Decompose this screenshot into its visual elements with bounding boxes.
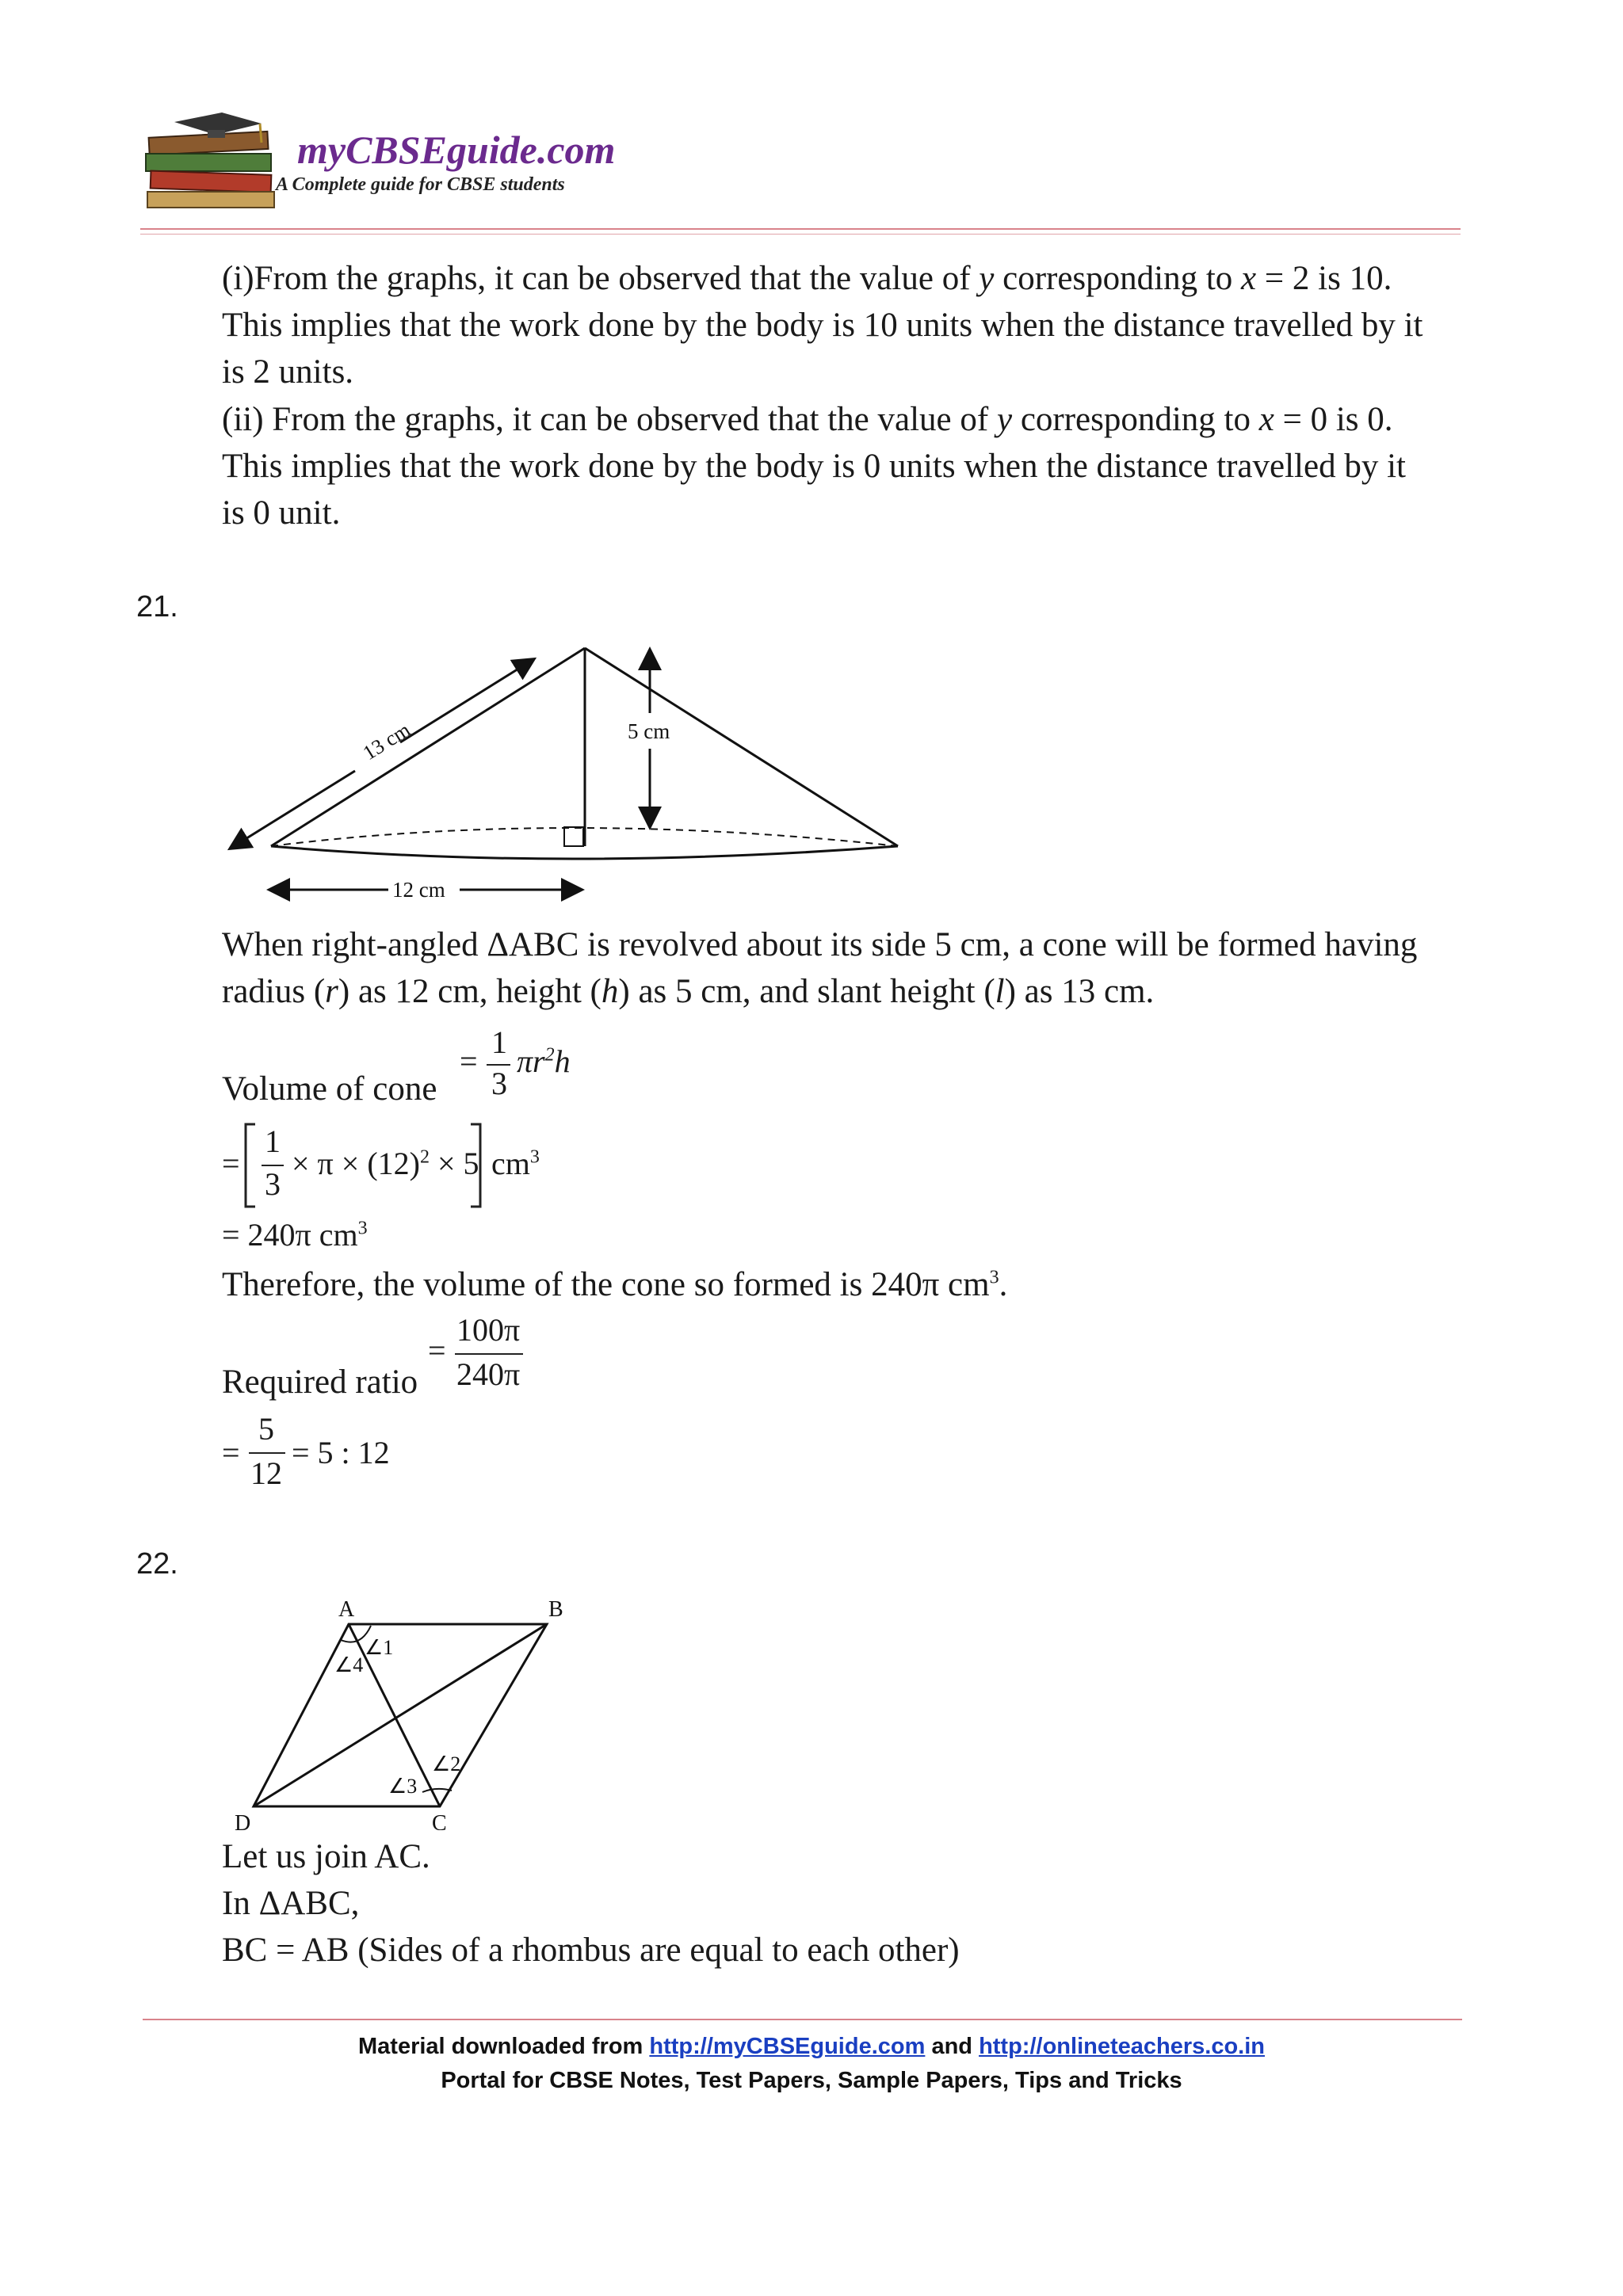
step1-end-text: × 5 bbox=[437, 1146, 479, 1181]
vertex-c-label: C bbox=[432, 1811, 447, 1830]
angle-2-label: ∠2 bbox=[432, 1753, 461, 1775]
q22-line-2: In ΔABC, bbox=[222, 1885, 360, 1922]
unit-text: cm bbox=[491, 1146, 530, 1181]
question-number-22: 22. bbox=[136, 1547, 178, 1581]
fraction-numerator: 1 bbox=[491, 1024, 507, 1060]
conclusion-end: . bbox=[999, 1266, 1008, 1303]
q22-line-3: BC = AB (Sides of a rhombus are equal to each other) bbox=[222, 1932, 960, 1969]
intro-text: corresponding to bbox=[1012, 401, 1259, 438]
right-bracket bbox=[468, 1123, 483, 1208]
para-text: ) as 13 cm. bbox=[1004, 973, 1155, 1010]
pi-r: πr bbox=[517, 1043, 545, 1079]
intro-text: = 2 is 10. bbox=[1256, 260, 1392, 297]
fraction-numerator: 5 bbox=[258, 1411, 274, 1447]
equals-sign: = bbox=[222, 1146, 240, 1181]
vertex-a-label: A bbox=[338, 1597, 355, 1622]
angle-4-label: ∠4 bbox=[334, 1653, 364, 1676]
volume-conclusion bbox=[222, 1261, 1007, 1308]
fraction-bar bbox=[249, 1452, 285, 1454]
fraction-bar bbox=[455, 1353, 523, 1355]
footer-text: and bbox=[925, 2034, 980, 2059]
logo-title: myCBSEguide.com bbox=[297, 128, 616, 172]
var-h: h bbox=[554, 1043, 571, 1079]
intro-line-3: is 2 units. bbox=[222, 353, 354, 391]
var-y: y bbox=[979, 260, 995, 297]
slant-dimension-arrow-upper bbox=[400, 660, 533, 742]
fraction-denominator: 240π bbox=[456, 1356, 521, 1392]
header-rule-top bbox=[140, 228, 1461, 230]
header-rule-bottom bbox=[140, 234, 1461, 235]
fraction-denominator: 3 bbox=[491, 1066, 507, 1101]
fraction-numerator: 100π bbox=[456, 1312, 521, 1348]
right-angle-mark bbox=[564, 827, 583, 846]
height-label: 5 cm bbox=[628, 719, 670, 743]
radius-label: 12 cm bbox=[392, 878, 445, 902]
var-y: y bbox=[996, 401, 1013, 438]
page-header bbox=[0, 0, 1623, 246]
ratio-result bbox=[222, 1410, 460, 1497]
footer-line-1 bbox=[0, 2034, 1623, 2060]
cone-right-side bbox=[585, 648, 898, 846]
exponent: 3 bbox=[357, 1218, 368, 1239]
para-text: ) as 5 cm, and slant height ( bbox=[618, 973, 995, 1010]
formula-rest bbox=[517, 1043, 571, 1080]
volume-step-1 bbox=[222, 1121, 602, 1208]
onlineteachers-link[interactable]: http://onlineteachers.co.in bbox=[979, 2034, 1265, 2059]
exponent: 2 bbox=[419, 1146, 430, 1168]
cone-left-side bbox=[271, 648, 585, 846]
q21-para-line-2 bbox=[222, 968, 1154, 1015]
volume-step-2 bbox=[222, 1216, 368, 1253]
step1-mid-text: × π × (12) bbox=[292, 1146, 420, 1181]
cone-triangle-figure bbox=[222, 634, 935, 911]
intro-text: (i)From the graphs, it can be observed that the value of bbox=[222, 260, 980, 297]
step1-middle bbox=[292, 1145, 479, 1182]
step1-unit bbox=[491, 1145, 540, 1182]
intro-line-6: is 0 unit. bbox=[222, 494, 341, 532]
equals-sign: = bbox=[428, 1333, 446, 1368]
intro-text: corresponding to bbox=[994, 260, 1242, 297]
var-r: r bbox=[325, 973, 338, 1010]
question-number-21: 21. bbox=[136, 590, 178, 624]
logo-subtitle: A Complete guide for CBSE students bbox=[276, 174, 565, 195]
para-text: ) as 12 cm, height ( bbox=[338, 973, 601, 1010]
var-h: h bbox=[601, 973, 619, 1010]
var-x: x bbox=[1241, 260, 1257, 297]
var-x: x bbox=[1258, 401, 1274, 438]
rhombus-figure bbox=[230, 1592, 586, 1830]
fraction-denominator: 12 bbox=[250, 1455, 282, 1491]
exponent: 2 bbox=[544, 1044, 555, 1066]
exponent: 3 bbox=[529, 1146, 540, 1168]
para-text: radius ( bbox=[222, 973, 326, 1010]
cone-base-ellipse-front bbox=[271, 846, 898, 859]
equals-sign: = bbox=[222, 1435, 240, 1470]
fraction-numerator: 1 bbox=[265, 1123, 281, 1159]
q22-line-1: Let us join AC. bbox=[222, 1838, 430, 1875]
volume-label: Volume of cone bbox=[222, 1070, 437, 1108]
intro-text: (ii) From the graphs, it can be observed that the value of bbox=[222, 401, 997, 438]
angle-1-label: ∠1 bbox=[365, 1636, 394, 1659]
angle-3-label: ∠3 bbox=[388, 1775, 418, 1798]
intro-line-2: This implies that the work done by the body is 10 units when the distance travelled by it bbox=[222, 307, 1423, 344]
books-logo-icon bbox=[143, 111, 285, 214]
slant-label: 13 cm bbox=[358, 718, 414, 765]
mycbseguide-link[interactable]: http://myCBSEguide.com bbox=[649, 2034, 926, 2059]
ratio-result-text: = 5 : 12 bbox=[292, 1435, 390, 1470]
slant-dimension-arrow-lower bbox=[231, 771, 355, 848]
intro-line-1 bbox=[222, 255, 1392, 302]
q21-para-line-1: When right-angled ΔABC is revolved about its side 5 cm, a cone will be formed having bbox=[222, 926, 1418, 963]
intro-line-5: This implies that the work done by the body is 0 units when the distance travelled by it bbox=[222, 448, 1406, 485]
intro-line-4 bbox=[222, 396, 1393, 443]
step2-text: = 240π cm bbox=[222, 1217, 358, 1253]
vertex-d-label: D bbox=[235, 1811, 251, 1830]
conclusion-text: Therefore, the volume of the cone so formed is 240π cm bbox=[222, 1266, 990, 1303]
fraction-denominator: 3 bbox=[265, 1166, 281, 1202]
footer-line-2: Portal for CBSE Notes, Test Papers, Sample Papers, Tips and Tricks bbox=[441, 2068, 1182, 2093]
exponent: 3 bbox=[989, 1267, 999, 1288]
intro-text: = 0 is 0. bbox=[1274, 401, 1393, 438]
var-l: l bbox=[995, 973, 1005, 1010]
left-bracket bbox=[242, 1123, 258, 1208]
equals-sign: = bbox=[460, 1043, 478, 1079]
volume-formula bbox=[460, 1024, 618, 1109]
ratio-formula bbox=[428, 1311, 539, 1398]
vertex-b-label: B bbox=[548, 1597, 563, 1622]
footer-text: Material downloaded from bbox=[358, 2034, 650, 2059]
ratio-label: Required ratio bbox=[222, 1363, 418, 1401]
footer-rule bbox=[143, 2019, 1462, 2020]
